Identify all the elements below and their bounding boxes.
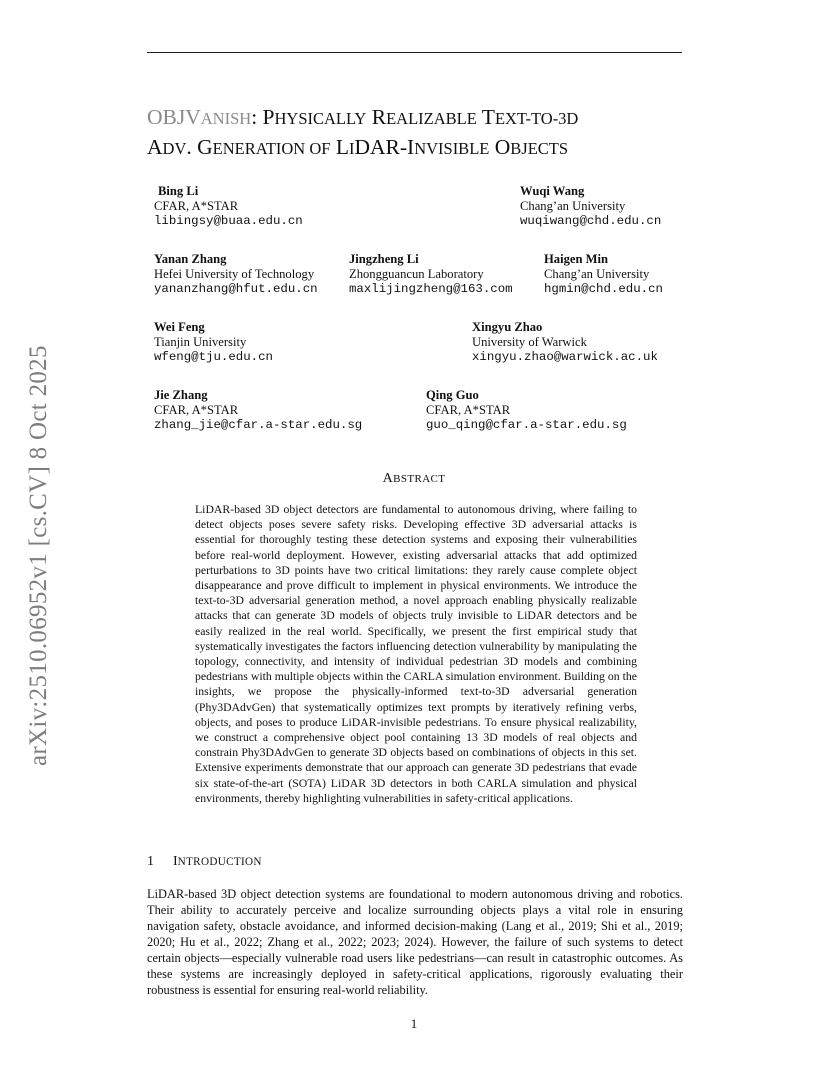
section-number: 1	[147, 854, 154, 869]
title-part: EALIZABLE	[386, 109, 477, 128]
author-block	[426, 388, 627, 433]
heading-rest: NTRODUCTION	[177, 856, 262, 868]
author-affiliation: CFAR, A*STAR	[154, 403, 239, 417]
author-email[interactable]: maxlijingzheng@163.com	[349, 282, 513, 296]
title-part: ENERATION OF	[212, 139, 331, 158]
author-block	[154, 252, 318, 297]
title-part: OBJV	[147, 105, 201, 129]
title-part: : P	[251, 105, 275, 129]
heading-initial: I	[173, 854, 178, 869]
header-rule	[147, 52, 682, 53]
author-block	[154, 184, 303, 229]
heading-initial: A	[382, 471, 394, 486]
author-email[interactable]: xingyu.zhao@warwick.ac.uk	[472, 350, 658, 364]
page-number: 1	[410, 1016, 418, 1031]
introduction-text: LiDAR-based 3D object detection systems are foundational to modern autonomous driving and robotics. Their ability to accurately perceive and localize surrounding objects plays a vital role in ensuring navigation safety, obstacle avoidance, and informed decision-making (Lang et al., 2019; Shi et al., 2019; 2020; Hu et al., 2022; Zhang et al., 2022; 2023; 2024). However, the failure of such systems to detect certain objects—especially vulnerable road users like pedestrians—can result in catastrophic outcomes. As these systems are increasingly deployed in safety-critical applications, rigorously evaluating their robustness is essential for ensuring real-world reliability.	[147, 887, 683, 997]
title-part: HYSICALLY	[274, 109, 367, 128]
title-part: DAR-I	[354, 135, 415, 159]
author-block	[349, 252, 513, 297]
author-affiliation: CFAR, A*STAR	[154, 199, 239, 213]
title-part: I	[348, 139, 355, 158]
author-block	[520, 184, 661, 229]
title-part: O	[489, 135, 511, 159]
title-part: BJECTS	[510, 139, 569, 158]
arxiv-identifier[interactable]: arXiv:2510.06952v1 [cs.CV] 8 Oct 2025	[25, 345, 52, 766]
author-email[interactable]: hgmin@chd.edu.cn	[544, 282, 663, 296]
title-part: R	[366, 105, 387, 129]
author-email[interactable]: libingsy@buaa.edu.cn	[154, 214, 303, 228]
title-part: A	[147, 135, 163, 159]
author-affiliation: University of Warwick	[472, 335, 587, 349]
author-affiliation: Tianjin University	[154, 335, 247, 349]
author-email[interactable]: guo_qing@cfar.a-star.edu.sg	[426, 418, 627, 432]
author-block	[154, 388, 362, 433]
author-name: Jingzheng Li	[349, 252, 419, 266]
author-email[interactable]: yananzhang@hfut.edu.cn	[154, 282, 318, 296]
title-line-1	[147, 103, 707, 133]
author-email[interactable]: wfeng@tju.edu.cn	[154, 350, 273, 364]
paper-title	[147, 103, 707, 163]
author-affiliation: CFAR, A*STAR	[426, 403, 511, 417]
method-name	[147, 105, 251, 129]
abstract-heading	[0, 471, 828, 487]
title-part: NVISIBLE	[414, 139, 490, 158]
title-part: . G	[186, 135, 213, 159]
author-name: Haigen Min	[544, 252, 609, 266]
title-part: L	[330, 135, 349, 159]
author-name: Wuqi Wang	[520, 184, 585, 198]
author-email[interactable]: wuqiwang@chd.edu.cn	[520, 214, 662, 228]
author-name: Xingyu Zhao	[472, 320, 543, 334]
author-name: Jie Zhang	[154, 388, 208, 402]
author-name: Yanan Zhang	[154, 252, 227, 266]
title-part: EXT-TO-3D	[494, 109, 579, 128]
author-name: Qing Guo	[426, 388, 479, 402]
heading-rest: BSTRACT	[393, 473, 446, 485]
author-block	[154, 320, 273, 365]
title-part: DV	[162, 139, 187, 158]
author-affiliation: Chang’an University	[544, 267, 650, 281]
author-affiliation: Zhongguancun Laboratory	[349, 267, 484, 281]
author-affiliation: Chang’an University	[520, 199, 626, 213]
author-affiliation: Hefei University of Technology	[154, 267, 315, 281]
author-block	[544, 252, 663, 297]
title-part: ANISH	[200, 109, 252, 128]
abstract-text: LiDAR-based 3D object detectors are fundamental to autonomous driving, where failing to detect objects poses severe safety risks. Developing effective 3D adversarial attacks is essential for thoroughly testing these detection systems and exposing their vulnerabilities before real-world deployment. However, existing adversarial attacks that add optimized perturbations to 3D points have two critical limitations: they rarely cause complete object disappearance and prove difficult to implement in physical environments. We introduce the text-to-3D adversarial generation method, a novel approach enabling physically realizable attacks that can generate 3D models of objects truly invisible to LiDAR detectors and be easily realized in the real world. Specifically, we present the first empirical study that systematically investigates the factors influencing detection vulnerability by manipulating the topology, connectivity, and intensity of individual pedestrian 3D models and combining pedestrians with multiple objects within the CARLA simulation environment. Building on the insights, we propose the physically-informed text-to-3D adversarial generation (Phy3DAdvGen) that systematically optimizes text prompts by iteratively refining verbs, objects, and poses to produce LiDAR-invisible pedestrians. To ensure physical realizability, we construct a comprehensive object pool containing 13 3D models of real objects and constrain Phy3DAdvGen to generate 3D objects based on combinations of objects in this set. Extensive experiments demonstrate that our approach can generate 3D pedestrians that evade six state-of-the-art (SOTA) LiDAR 3D detectors in both CARLA simulation and physical environments, thereby highlighting vulnerabilities in safety-critical applications.	[195, 503, 637, 805]
title-line-2	[147, 133, 707, 163]
author-email[interactable]: zhang_jie@cfar.a-star.edu.sg	[154, 418, 363, 432]
author-block	[472, 320, 658, 365]
title-part: T	[476, 105, 495, 129]
author-name: Wei Feng	[154, 320, 205, 334]
author-name: Bing Li	[158, 184, 199, 198]
section-heading-introduction	[147, 854, 262, 870]
